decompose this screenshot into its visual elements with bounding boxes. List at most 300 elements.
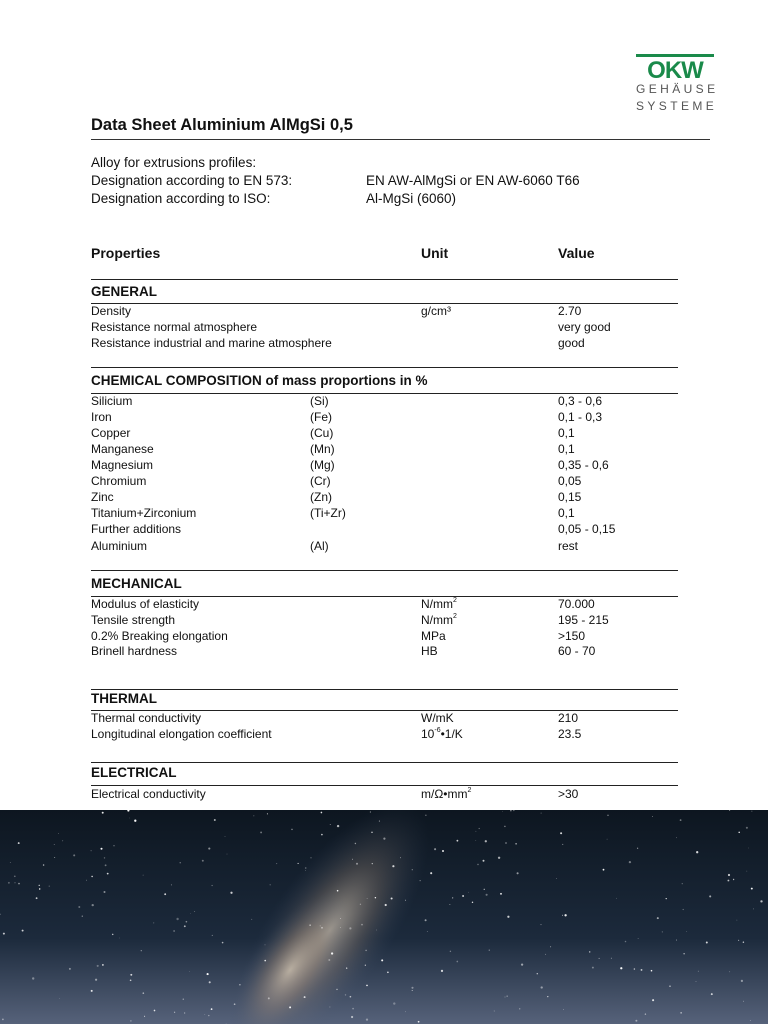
property-value: >150: [558, 629, 586, 643]
star: [291, 829, 293, 831]
star: [379, 821, 380, 822]
star: [683, 909, 684, 910]
star: [750, 1020, 751, 1021]
element-symbol: (Ti+Zr): [310, 506, 346, 520]
unit-suffix: •1/K: [440, 727, 463, 741]
star: [350, 996, 352, 998]
star: [563, 1009, 564, 1010]
star: [638, 938, 639, 939]
element-name: Aluminium: [91, 539, 148, 553]
star: [54, 857, 55, 858]
table-row: [91, 409, 678, 425]
star: [130, 979, 132, 981]
star: [143, 875, 144, 876]
star: [22, 930, 24, 932]
star: [230, 892, 232, 894]
star: [498, 857, 500, 859]
star: [355, 843, 356, 844]
star: [107, 873, 109, 875]
star: [603, 869, 605, 871]
star: [550, 946, 551, 947]
star: [15, 882, 16, 883]
element-name: Iron: [91, 410, 112, 424]
star: [173, 930, 175, 932]
table-row: [91, 425, 678, 441]
star: [562, 844, 563, 845]
star: [651, 970, 653, 972]
star: [113, 845, 114, 846]
table-row: [91, 596, 678, 612]
property-name: Tensile strength: [91, 613, 176, 627]
star: [541, 813, 542, 814]
star: [186, 921, 188, 923]
star: [208, 1015, 209, 1016]
property-value: 2.70: [558, 304, 582, 318]
star: [225, 836, 226, 837]
star: [367, 898, 368, 899]
star: [234, 1003, 236, 1005]
property-unit: MPa: [421, 629, 446, 643]
property-unit: g/cm³: [421, 304, 451, 318]
star: [260, 831, 262, 833]
star: [607, 839, 608, 840]
star: [365, 965, 366, 966]
table-row: [91, 319, 678, 335]
star: [541, 986, 543, 988]
star: [164, 893, 166, 895]
star: [39, 885, 40, 886]
table-row: [91, 710, 678, 726]
divider: [91, 279, 678, 280]
star: [709, 895, 711, 897]
element-symbol: (Si): [310, 394, 329, 408]
star: [545, 954, 546, 955]
star: [340, 927, 341, 928]
star: [112, 934, 114, 936]
star: [49, 886, 50, 887]
table-row: [91, 786, 678, 802]
star: [58, 833, 59, 834]
star: [265, 945, 266, 946]
star: [366, 1018, 368, 1020]
property-unit: [421, 786, 471, 802]
star: [183, 998, 184, 999]
property-value: 60 - 70: [558, 644, 596, 658]
element-proportion: 0,1 - 0,3: [558, 410, 603, 424]
star: [430, 872, 432, 874]
element-symbol: (Cr): [310, 474, 331, 488]
star: [502, 811, 503, 812]
star: [69, 968, 71, 970]
star: [737, 920, 738, 921]
star: [130, 974, 132, 976]
star: [484, 889, 485, 890]
star: [10, 862, 11, 863]
star: [483, 860, 485, 862]
star: [239, 984, 240, 985]
star: [189, 971, 190, 972]
star: [171, 884, 172, 885]
star: [309, 924, 310, 925]
star: [637, 848, 638, 849]
star: [392, 865, 394, 867]
star: [505, 997, 506, 998]
star: [746, 827, 748, 829]
table-row: [91, 473, 678, 489]
unit-exponent: 2: [453, 597, 457, 604]
property-name: Thermal conductivity: [91, 711, 202, 725]
star: [547, 996, 548, 997]
property-name: Modulus of elasticity: [91, 597, 200, 611]
star: [2, 1019, 4, 1021]
star: [741, 980, 743, 982]
star: [340, 918, 341, 919]
element-name: Further additions: [91, 522, 182, 536]
star: [39, 888, 40, 889]
star: [479, 828, 480, 829]
table-row: [91, 521, 678, 537]
star: [3, 933, 5, 935]
element-name: Chromium: [91, 474, 147, 488]
table-row: [91, 489, 678, 505]
star: [504, 826, 506, 828]
star: [372, 863, 373, 864]
star: [276, 863, 277, 864]
star: [345, 994, 346, 995]
element-proportion: 0,35 - 0,6: [558, 458, 609, 472]
page-title: Data Sheet Aluminium AlMgSi 0,5: [91, 116, 353, 134]
star: [18, 842, 20, 844]
star: [321, 834, 323, 836]
star: [641, 969, 643, 971]
star: [472, 902, 473, 903]
star: [141, 950, 142, 951]
star: [267, 813, 268, 814]
star: [696, 981, 697, 982]
star: [562, 915, 563, 916]
star: [371, 832, 372, 833]
star: [336, 989, 337, 990]
property-unit: [421, 596, 457, 612]
night-sky-banner: [0, 810, 768, 1024]
property-unit: W/mK: [421, 711, 454, 725]
star: [212, 885, 213, 886]
star: [676, 837, 677, 838]
star: [351, 1016, 353, 1018]
star: [143, 992, 145, 994]
star: [405, 1011, 406, 1012]
star: [95, 979, 97, 981]
star: [194, 911, 195, 912]
star: [289, 1006, 291, 1008]
star: [209, 981, 211, 983]
property-value: 23.5: [558, 727, 582, 741]
svg-text:OKW: OKW: [647, 57, 703, 80]
property-name: Brinell hardness: [91, 644, 178, 658]
star: [400, 857, 401, 858]
star: [97, 965, 99, 967]
star: [352, 859, 353, 860]
star: [361, 924, 363, 926]
star: [174, 1012, 175, 1013]
star: [375, 897, 376, 898]
star: [328, 959, 330, 961]
unit-exponent: 2: [453, 613, 457, 620]
star: [475, 840, 476, 841]
star: [462, 895, 464, 897]
star: [751, 888, 753, 890]
star: [102, 964, 104, 966]
star: [452, 897, 453, 898]
star: [635, 1020, 637, 1022]
star: [541, 924, 542, 925]
star: [298, 863, 299, 864]
star: [366, 985, 368, 987]
star: [330, 824, 331, 825]
divider: [91, 762, 678, 763]
star: [657, 917, 659, 919]
milky-way-image: [0, 810, 768, 1024]
section-title-mechanical: MECHANICAL: [91, 576, 182, 591]
star: [592, 967, 594, 969]
star: [387, 971, 389, 973]
unit-exponent: 2: [467, 787, 472, 794]
star: [383, 838, 385, 840]
star: [521, 963, 523, 965]
star: [680, 1012, 681, 1013]
star: [251, 919, 252, 920]
star: [738, 832, 739, 833]
star: [305, 867, 307, 869]
star: [706, 941, 708, 943]
star: [204, 1014, 205, 1015]
star: [393, 1002, 395, 1004]
star: [104, 857, 105, 858]
star: [54, 844, 55, 845]
star: [589, 951, 591, 953]
divider: [91, 367, 678, 368]
logo-line-2: SYSTEME: [636, 99, 718, 113]
star: [686, 931, 687, 932]
star: [321, 927, 323, 929]
star: [376, 930, 377, 931]
star: [748, 848, 749, 849]
star: [427, 931, 428, 932]
star: [91, 990, 93, 992]
element-symbol: (Zn): [310, 490, 332, 504]
star: [625, 941, 627, 943]
element-proportion: 0,3 - 0,6: [558, 394, 603, 408]
star: [154, 1010, 156, 1012]
star: [489, 950, 490, 951]
star: [743, 1001, 744, 1002]
table-row: [91, 303, 678, 319]
element-proportion: 0,05: [558, 474, 582, 488]
star: [753, 909, 754, 910]
star: [211, 1008, 213, 1010]
section-title-electrical: ELECTRICAL: [91, 765, 177, 780]
unit-exponent: -6: [434, 727, 441, 734]
intro-en-value: EN AW-AlMgSi or EN AW-6060 T66: [366, 173, 580, 188]
star: [370, 812, 371, 813]
element-proportion: 0,15: [558, 490, 582, 504]
element-symbol: (Fe): [310, 410, 332, 424]
property-value: >30: [558, 787, 579, 801]
star: [425, 815, 426, 816]
unit-base: m/Ω•mm: [421, 787, 468, 801]
star: [733, 879, 734, 880]
star: [513, 810, 514, 811]
element-proportion: 0,05 - 0,15: [558, 522, 616, 536]
star: [620, 967, 622, 969]
star: [676, 940, 677, 941]
star: [153, 922, 154, 923]
element-symbol: (Cu): [310, 426, 334, 440]
star: [86, 880, 87, 881]
star: [456, 961, 458, 963]
star: [78, 906, 80, 908]
star: [698, 971, 699, 972]
star: [411, 987, 413, 989]
star: [711, 993, 713, 995]
star: [144, 1016, 145, 1017]
property-name: Density: [91, 304, 132, 318]
star: [331, 952, 333, 954]
element-name: Magnesium: [91, 458, 154, 472]
star: [507, 916, 509, 918]
star: [352, 1008, 354, 1010]
star: [212, 935, 213, 936]
star: [450, 951, 451, 952]
star: [599, 958, 600, 959]
section-title-general: GENERAL: [91, 284, 158, 299]
element-symbol: (Mg): [310, 458, 335, 472]
star: [752, 811, 753, 812]
star: [666, 898, 667, 899]
star: [129, 818, 130, 819]
star: [381, 959, 383, 961]
star: [222, 942, 224, 944]
logo-line-1: GEHÄUSE: [636, 82, 719, 96]
star: [510, 810, 511, 811]
star: [420, 880, 421, 881]
property-value: 195 - 215: [558, 613, 609, 627]
star: [634, 968, 636, 970]
star: [119, 938, 120, 939]
star: [494, 1011, 495, 1012]
star: [412, 990, 413, 991]
star: [468, 892, 469, 893]
star: [560, 832, 562, 834]
star: [515, 843, 517, 845]
star: [329, 1007, 330, 1008]
element-name: Silicium: [91, 394, 133, 408]
star: [62, 840, 63, 841]
star: [207, 973, 209, 975]
star: [746, 871, 747, 872]
star: [728, 874, 730, 876]
star: [727, 880, 729, 882]
star: [425, 919, 427, 921]
star: [32, 977, 34, 979]
star: [176, 918, 178, 920]
star: [645, 1013, 646, 1014]
element-name: Titanium+Zirconium: [91, 506, 197, 520]
star: [607, 815, 608, 816]
star: [92, 904, 94, 906]
star: [441, 970, 443, 972]
star: [36, 897, 38, 899]
unit-base: N/mm: [421, 613, 453, 627]
table-row: [91, 505, 678, 521]
star: [629, 861, 631, 863]
star: [102, 812, 104, 814]
star: [556, 878, 557, 879]
property-name: Resistance normal atmosphere: [91, 320, 258, 334]
star: [184, 1012, 185, 1013]
star: [356, 863, 358, 865]
element-proportion: rest: [558, 539, 579, 553]
intro-iso-label: Designation according to ISO:: [91, 191, 271, 206]
star: [14, 875, 16, 877]
property-value: very good: [558, 320, 611, 334]
star: [680, 819, 682, 821]
unit-base: N/mm: [421, 597, 453, 611]
property-name: 0.2% Breaking elongation: [91, 629, 228, 643]
star: [450, 904, 451, 905]
header-properties: Properties: [91, 245, 161, 261]
property-name: Resistance industrial and marine atmosphere: [91, 336, 332, 350]
table-row: [91, 393, 678, 409]
star: [365, 950, 367, 952]
star: [476, 831, 477, 832]
star: [391, 897, 393, 899]
element-proportion: 0,1: [558, 442, 575, 456]
element-proportion: 0,1: [558, 506, 575, 520]
star: [349, 927, 351, 929]
property-unit: [421, 612, 457, 628]
section-title-chemical: CHEMICAL COMPOSITION of mass proportions in %: [91, 373, 428, 388]
intro-en-label: Designation according to EN 573:: [91, 173, 293, 188]
star: [321, 812, 323, 814]
star: [337, 890, 339, 892]
property-unit: [421, 726, 463, 742]
star: [412, 869, 413, 870]
header-unit: Unit: [421, 245, 449, 261]
title-divider: [91, 139, 710, 140]
star: [611, 958, 612, 959]
star: [264, 960, 266, 962]
star: [743, 941, 744, 942]
star: [43, 864, 45, 866]
property-name: Electrical conductivity: [91, 787, 206, 801]
intro-alloy-label: Alloy for extrusions profiles:: [91, 155, 257, 170]
star: [73, 854, 75, 856]
element-proportion: 0,1: [558, 426, 575, 440]
star: [346, 968, 347, 969]
property-name: Longitudinal elongation coefficient: [91, 727, 272, 741]
star: [103, 891, 105, 893]
star: [507, 996, 508, 997]
star: [418, 1021, 420, 1023]
star: [214, 819, 216, 821]
table-row: [91, 628, 678, 644]
table-row: [91, 726, 678, 742]
star: [669, 986, 670, 987]
star: [477, 864, 478, 865]
star: [456, 840, 458, 842]
unit-base: 10: [421, 727, 435, 741]
